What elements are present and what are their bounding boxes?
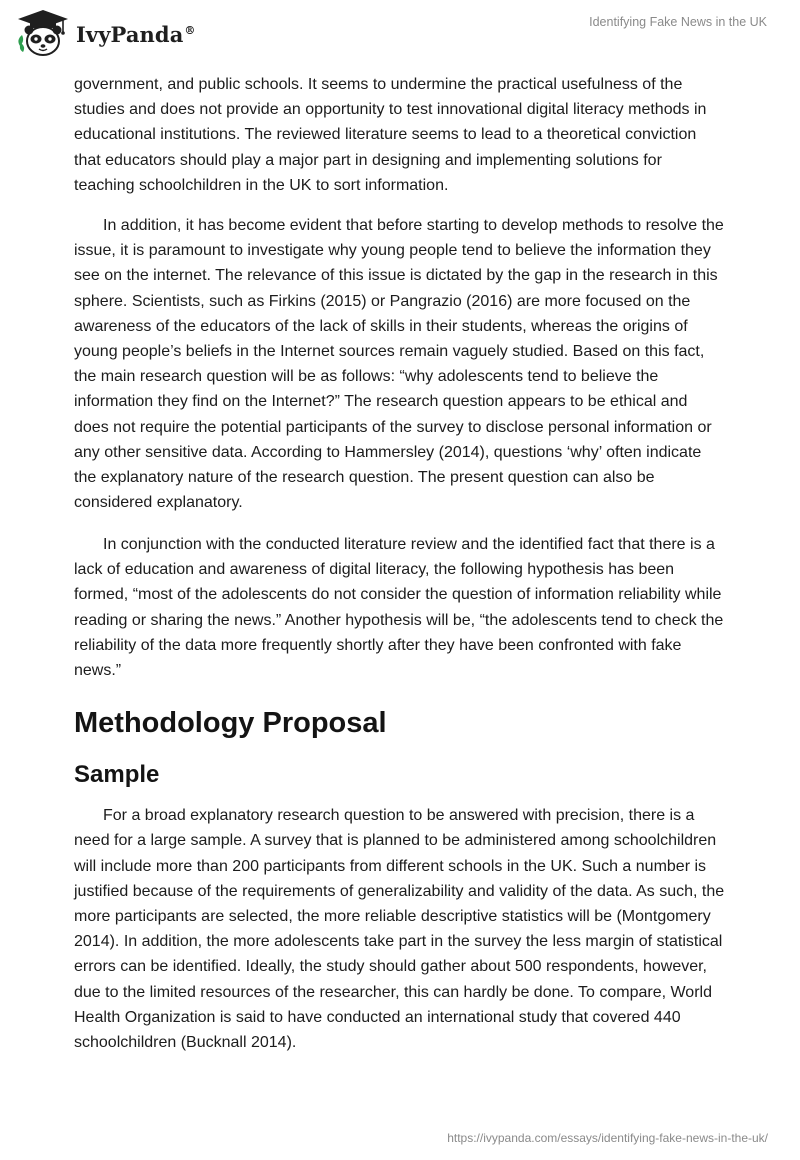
logo-wordmark: IvyPanda® [76,21,196,47]
document-title: Identifying Fake News in the UK [589,15,767,29]
page-header [0,0,800,70]
body-paragraph: government, and public schools. It seems to undermine the practical usefulness of the studies and does not provide an opportunity to test innovational digital literacy methods in educational institutions. The reviewed literature seems to lead to a theoretical conviction that educators should play a major part in designing and implementing solutions for teaching schoolchildren in the UK to sort information. [74,76,707,194]
panda-graduate-icon [14,8,72,58]
ivypanda-logo[interactable] [14,8,196,58]
source-url-link[interactable]: https://ivypanda.com/essays/identifying-fake-news-in-the-uk/ [447,1131,768,1145]
subsection-heading: Sample [74,761,160,789]
body-paragraph: In conjunction with the conducted literature review and the identified fact that there is a lack of education and awareness of digital literacy, the following hypothesis has been formed, “most of the adolescents do not consider the question of information reliability while reading or sharing the news.” Another hypothesis will be, “the adolescents tend to check the reliability of the data more frequently shortly after they have been confronted with fake news.” [74,535,724,679]
body-paragraph: For a broad explanatory research question to be answered with precision, there is a need for a large sample. A survey that is planned to be administered among schoolchildren will include more than 200 participants from different schools in the UK. Such a number is justified because of the requirements of generalizability and validity of the data. As such, the more participants are selected, the more reliable descriptive statistics will be (Montgomery 2014). In addition, the more adolescents take part in the survey the less margin of statistical errors can be identified. Ideally, the study should gather about 500 respondents, however, due to the limited resources of the researcher, this can hardly be done. To compare, World Health Organization is said to have conducted an international study that covered 440 schoolchildren (Bucknall 2014). [74,807,725,1051]
body-paragraph: In addition, it has become evident that before starting to develop methods to resolve the issue, it is paramount to investigate why young people tend to believe the information they see on the internet. The relevance of this issue is dictated by the gap in the research in this sphere. Scientists, such as Firkins (2015) or Pangrazio (2016) are more focused on the awareness of the educators of the lack of skills in their students, whereas the origins of young people’s beliefs in the Internet sources remain vaguely studied. Based on this fact, the main research question will be as follows: “why adolescents tend to believe the information they find on the Internet?” The research question appears to be ethical and does not require the potential participants of the survey to disclose personal information or any other sensitive data. According to Hammersley (2014), questions ‘why’ often indicate the explanatory nature of the research question. The present question can also be considered explanatory. [74,217,724,512]
section-heading: Methodology Proposal [74,707,387,740]
essay-body [74,72,726,1072]
